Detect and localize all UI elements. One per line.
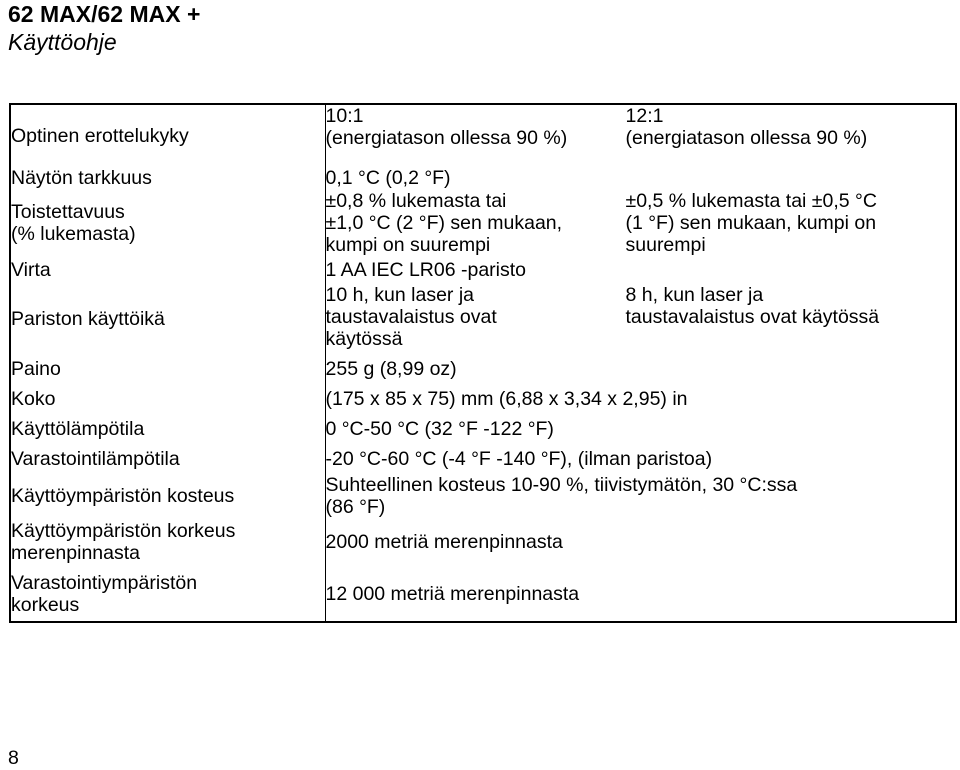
spec-value: 0,1 °C (0,2 °F) [325, 167, 451, 189]
table-row [10, 384, 956, 414]
spec-value: 12 000 metriä merenpinnasta [325, 582, 580, 605]
specifications-table [9, 103, 957, 623]
spec-value: 10:1 (energiatason ollessa 90 %) [325, 105, 568, 149]
spec-value-alt: ±0,5 % lukemasta tai ±0,5 °C (1 °F) sen mukaan, kumpi on suurempi [625, 190, 877, 256]
table-row [10, 444, 956, 474]
spec-label: Virta [10, 256, 325, 284]
spec-value: 10 h, kun laser ja taustavalaistus ovat käytössä [325, 284, 497, 350]
page-number: 8 [8, 747, 19, 769]
spec-label: Varastointiympäristön korkeus [10, 566, 325, 622]
table-row [10, 414, 956, 444]
table-row [10, 190, 956, 256]
spec-label: Optinen erottelukyky [10, 104, 325, 166]
spec-value: Suhteellinen kosteus 10-90 %, tiivistymätön, 30 °C:ssa (86 °F) [325, 474, 798, 518]
table-row [10, 518, 956, 566]
spec-value: (175 x 85 x 75) mm (6,88 x 3,34 x 2,95) in [325, 388, 688, 410]
spec-value-alt: 12:1 (energiatason ollessa 90 %) [625, 105, 868, 149]
document-title: 62 MAX/62 MAX + [8, 1, 201, 27]
spec-value: 255 g (8,99 oz) [325, 358, 457, 380]
spec-label: Näytön tarkkuus [10, 166, 325, 190]
spec-label: Käyttöympäristön korkeus merenpinnasta [10, 518, 325, 566]
document-subtitle: Käyttöohje [8, 29, 117, 55]
table-row [10, 166, 956, 190]
spec-value-alt: 8 h, kun laser ja taustavalaistus ovat käytössä [625, 284, 880, 328]
spec-label: Varastointilämpötila [10, 444, 325, 474]
table-row [10, 354, 956, 384]
spec-label: Paino [10, 354, 325, 384]
document-header [8, 0, 200, 56]
spec-label: Käyttölämpötila [10, 414, 325, 444]
table-row [10, 104, 956, 166]
spec-label: Koko [10, 384, 325, 414]
spec-value: 1 AA IEC LR06 -paristo [325, 259, 527, 281]
table-row [10, 566, 956, 622]
spec-value: ±0,8 % lukemasta tai ±1,0 °C (2 °F) sen mukaan, kumpi on suurempi [325, 190, 563, 256]
spec-label: Toistettavuus (% lukemasta) [10, 190, 325, 256]
table-row [10, 284, 956, 354]
spec-value: -20 °C-60 °C (-4 °F -140 °F), (ilman paristoa) [325, 448, 713, 470]
table-row [10, 474, 956, 518]
table-row [10, 256, 956, 284]
spec-label: Pariston käyttöikä [10, 284, 325, 354]
spec-value: 0 °C-50 °C (32 °F -122 °F) [325, 418, 554, 440]
spec-value: 2000 metriä merenpinnasta [325, 531, 563, 553]
spec-label: Käyttöympäristön kosteus [10, 474, 325, 518]
